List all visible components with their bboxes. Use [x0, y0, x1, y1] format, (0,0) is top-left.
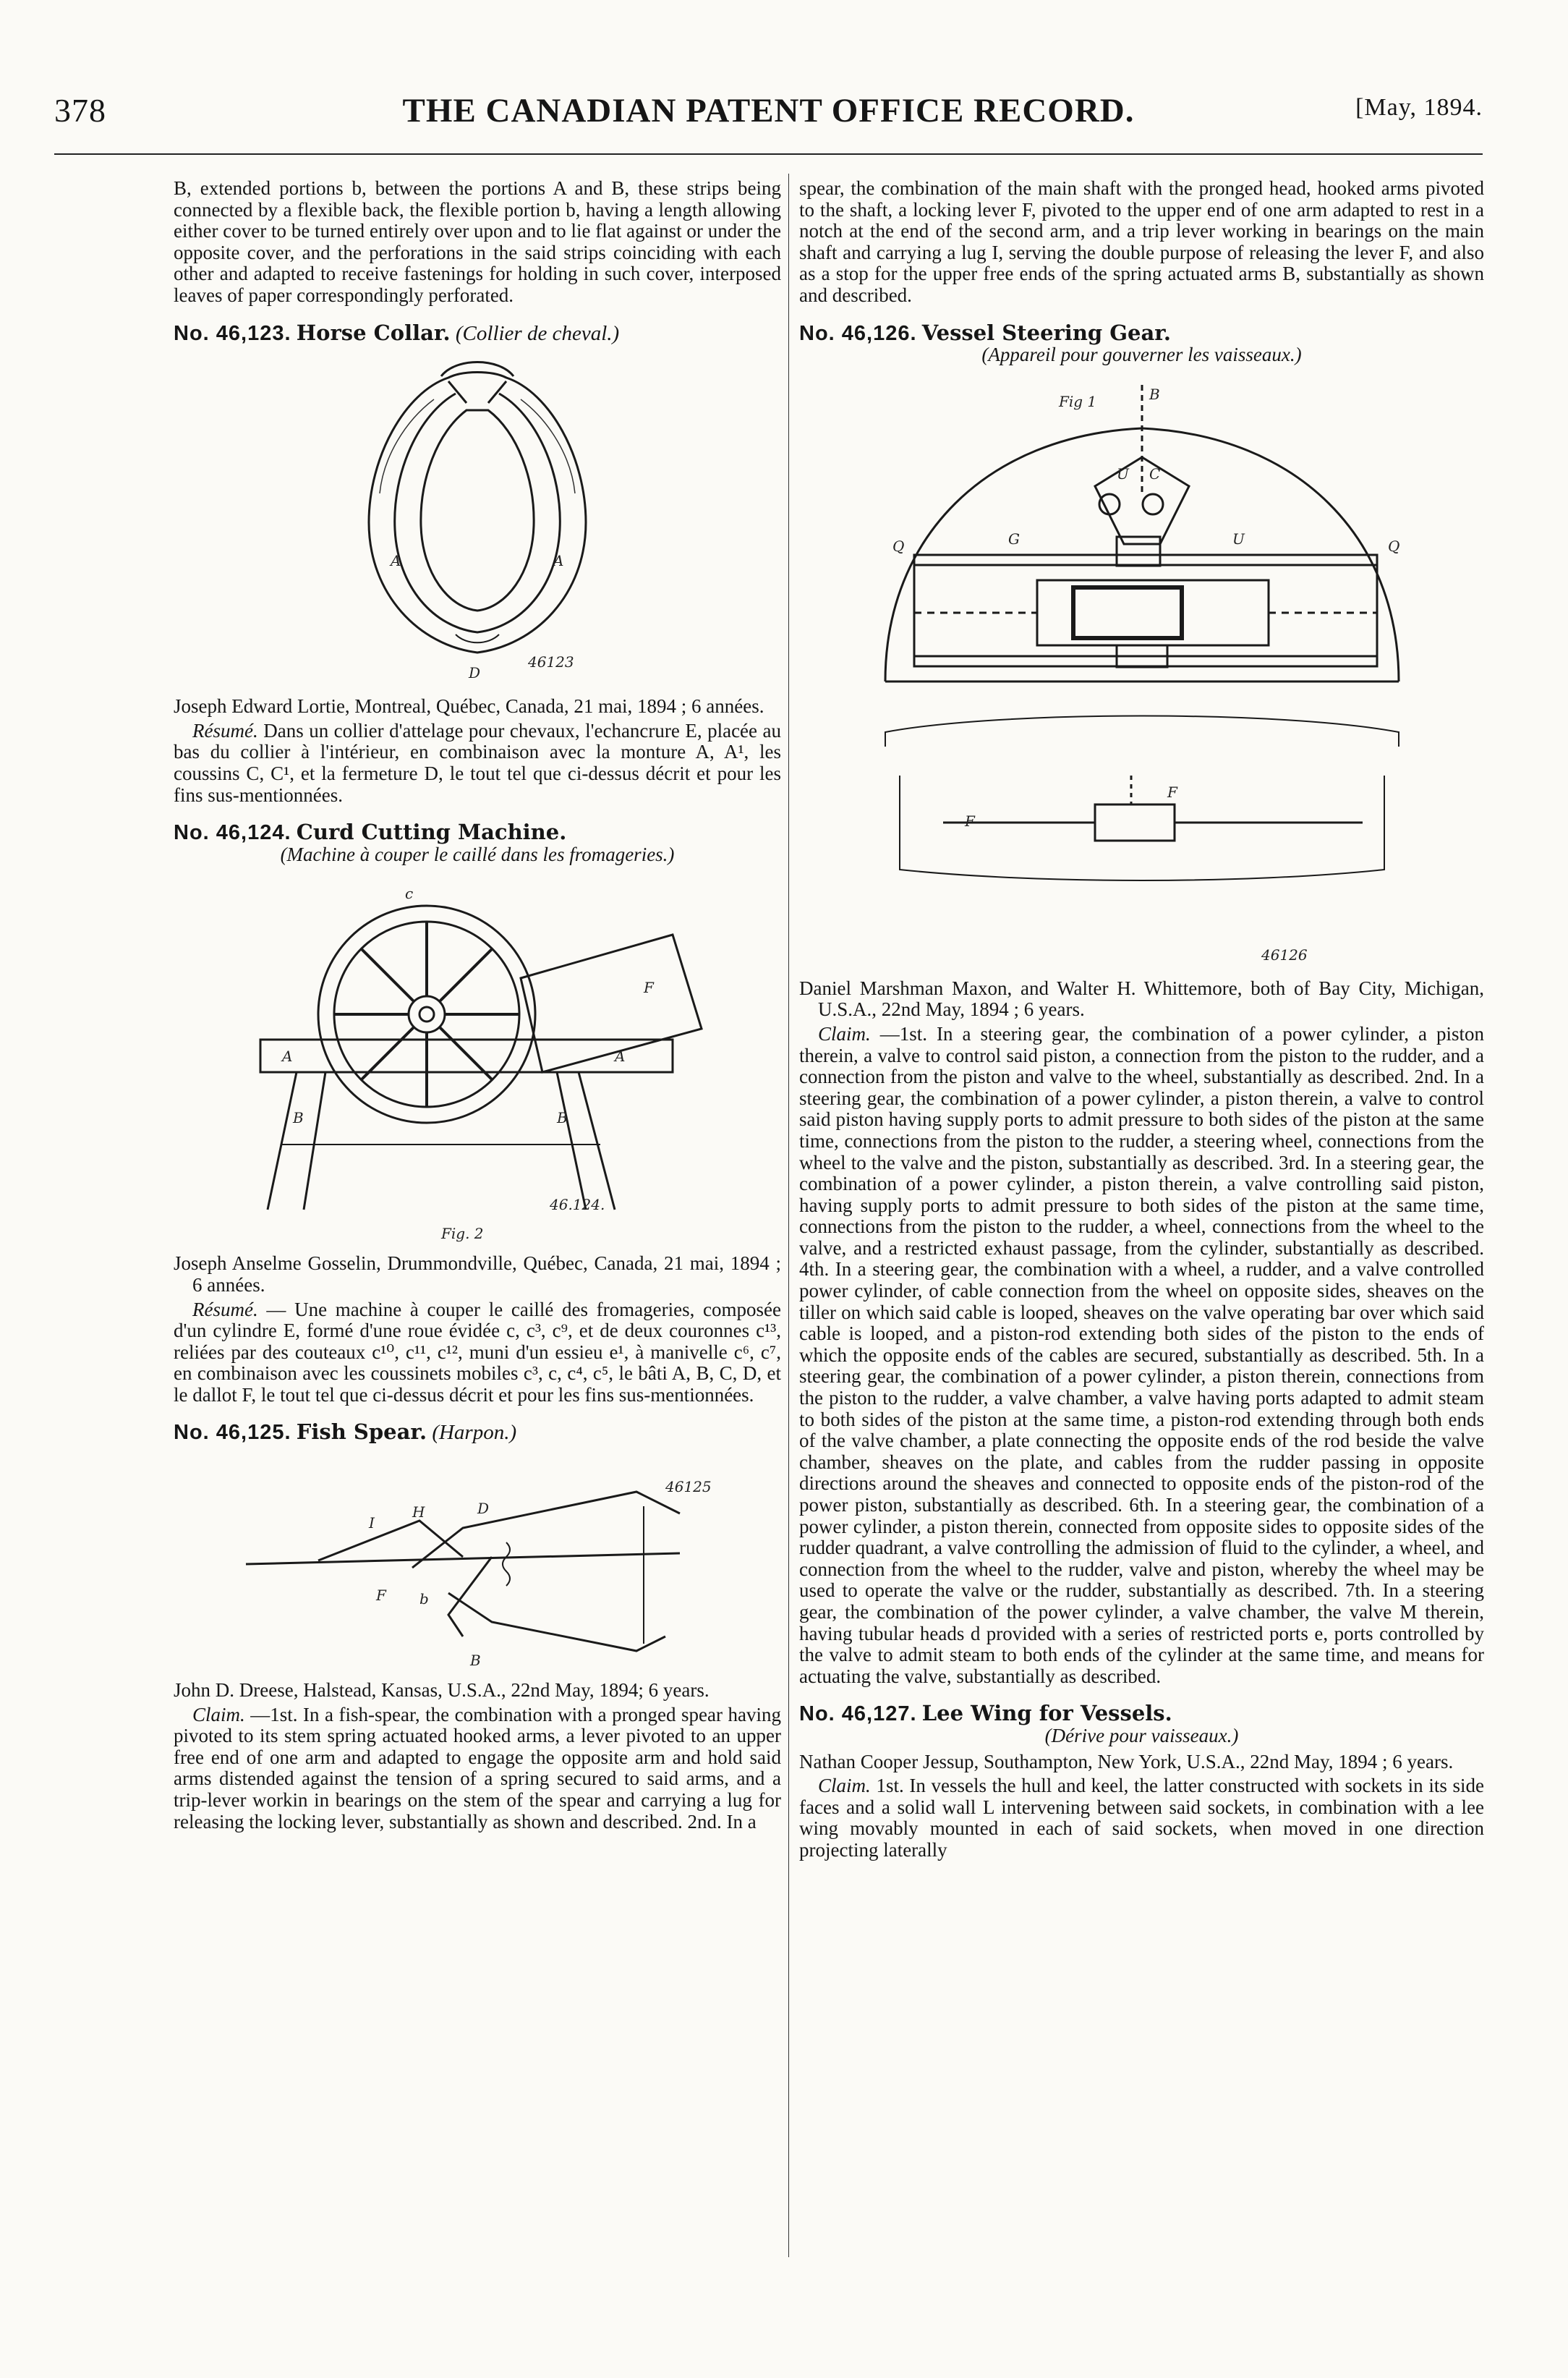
svg-text:U: U [1232, 530, 1245, 548]
svg-text:b: b [419, 1590, 429, 1608]
page-header [54, 85, 1483, 136]
claim-46127: Claim. 1st. In vessels the hull and keel, the latter constructed with sockets in its side faces and a solid wall L intervening between said sockets, in combination with a lee wing movably mounted in each of said sockets, when moved in one direction projecting laterally [799, 1775, 1485, 1861]
french-title-46124: (Machine à couper le caillé dans les fromageries.) [280, 843, 675, 865]
figure-number-46126: 46126 [1261, 946, 1308, 964]
curd-cutting-machine-figure [239, 870, 716, 1246]
inventor-46126: Daniel Marshman Maxon, and Walter H. Whittemore, both of Bay City, Michigan, U.S.A., 22nd May, 1894 ; 6 years. [799, 977, 1484, 1021]
claim-46126: Claim. —1st. In a steering gear, the combination of a power cylinder, a piston therein, a valve to control said piston, a connection from the piston to the rudder, and a connection from the piston and valve to the wheel, substantially as described. 2nd. In a steering gear, the combination of a power cylinder, a piston therein, a valve to control said piston having supply ports to admit pressure to both sides of the piston at the same time, connections from the piston to the rudder, a steering wheel, connections from the wheel to the valve and the piston, substantially as described. 3rd. In a steering gear, the combination of a power cylinder, a piston therein, a valve controlling said piston, having supply ports to admit pressure to both sides of the piston at the same time, connections from the piston to the rudder, a wheel, connections from the wheel to the valve, and a restricted exhaust passage, from the cylinder, substantially as described. 4th. In a steering gear, the combination with a wheel, a rudder, and a valve controlled power cylinder, of cable connection from the wheel on opposite sides, sheaves on the tiller on which said cable is looped, sheaves on the valve operating bar over which said cable is looped, and a piston-rod extending both sides of the piston to the ends of which the opposite ends of the cables are secured, substantially as described. 5th. In a steering gear, the combination of a power cylinder, a piston therein, connections from the piston to the rudder, a valve chamber, a valve having ports adapted to admit steam to both sides of the piston at the same time, a piston-rod extending through both ends of the valve chamber, a plate connecting the opposite ends of the rod beside the valve chamber, sheaves on the plate, and cables from the rudder passing in opposite directions around the sheaves and connected to opposite ends of the piston-rod of the power piston, substantially as described. 6th. In a steering gear, the combination of a power cylinder, a piston therein, connected from opposite sides to opposite sides of the rudder quadrant, a valve controlling the admission of fluid to the cylinder, a wheel, and connection from the wheel to the rudder, valve and piston, whereby the wheel may be used to operate the valve or the rudder, substantially as described. 7th. In a steering gear, the combination of the power cylinder, a valve chamber, the valve M therein, having tubular heads d provided with a series of restricted ports e, ports controlled by the valve to admit steam to both ends of the cylinder at the same time, and means for actuating the valve, substantially as described. [799, 1022, 1484, 1687]
figure-number-46123: 46123 [528, 653, 574, 671]
inventor-46124: Joseph Anselme Gosselin, Drummondville, Québec, Canada, 21 mai, 1894 ; 6 années. [174, 1252, 781, 1296]
svg-text:c: c [405, 885, 414, 903]
header-rule [54, 153, 1483, 155]
patent-heading-46126: No. 46,126. Vessel Steering Gear. [799, 320, 1172, 345]
patent-heading-46123: No. 46,123. Horse Collar. (Collier de cheval.) [174, 320, 620, 345]
resume-46124: Résumé. — Une machine à couper le caillé des fromageries, composée d'un cylindre E, formé d'une roue évidée c, c³, c⁹, et de deux couronnes c¹³, reliées par des couteaux c¹⁰, c¹¹, c¹², muni d'un essieu e¹, à manivelle c⁶, c⁷, en combinaison avec les coussinets mobiles c³, c, c⁴, c⁵, le bâti A, B, C, D, et le dallot F, le tout tel que ci-dessus décrit et pour les fins sus-mentionnées. [174, 1298, 781, 1406]
svg-text:B: B [470, 1652, 481, 1670]
patent-heading-46125: No. 46,125. Fish Spear. (Harpon.) [174, 1419, 517, 1445]
svg-text:Q: Q [1387, 537, 1399, 555]
svg-text:F: F [644, 979, 654, 997]
figure-number-46125: 46125 [665, 1478, 712, 1496]
svg-text:F: F [1167, 783, 1177, 801]
svg-text:A: A [282, 1048, 293, 1066]
svg-text:I: I [369, 1514, 375, 1532]
patent-heading-46124: No. 46,124. Curd Cutting Machine. [174, 820, 567, 845]
svg-text:A: A [615, 1048, 626, 1066]
svg-text:C: C [1149, 464, 1160, 483]
claim-46125: Claim. —1st. In a fish-spear, the combination with a pronged spear having pivoted to its stem spring actuated hooked arms, a lever pivoted to an upper free end of one arm and adapted to engage the opposite arm and hold said arms distended against the tension of a spring secured to said arms, and a trip-lever workin in bearings on the stem of the spear and carrying a lug for releasing the locking lever, substantially as shown and described. 2nd. In a [174, 1703, 781, 1833]
issue-date: [May, 1894. [1355, 94, 1483, 121]
svg-text:H: H [412, 1503, 425, 1521]
steering-gear-figure [856, 370, 1428, 971]
figure-number-46124: 46.124. [550, 1196, 605, 1214]
patent-heading-46127: No. 46,127. Lee Wing for Vessels. [799, 1701, 1172, 1726]
continued-claim-46125: spear, the combination of the main shaft with the pronged head, hooked arms pivoted to the shaft, a locking lever F, pivoted to the upper end of one arm adapted to rest in a notch at the end of the second arm, and a trip lever working in bearings on the main shaft and carrying a lug I, serving the double purpose of releasing the lever F, and also as a stop for the upper free ends of the spring actuated arms B, substantially as shown and described. [799, 177, 1484, 306]
svg-text:D: D [477, 1500, 490, 1518]
left-column [174, 178, 781, 1835]
svg-text:B: B [1149, 385, 1160, 403]
journal-title: THE CANADIAN PATENT OFFICE RECORD. [402, 92, 1135, 129]
svg-text:F: F [964, 812, 975, 830]
svg-text:B: B [293, 1109, 304, 1127]
page-number: 378 [54, 92, 106, 129]
inventor-46123: Joseph Edward Lortie, Montreal, Québec, Canada, 21 mai, 1894 ; 6 années. [174, 695, 764, 718]
svg-text:A: A [553, 552, 564, 570]
french-title-46127: (Dérive pour vaisseaux.) [1044, 1724, 1239, 1746]
continued-text: B, extended portions b, between the portions A and B, these strips being connected by a flexible back, the flexible portion b, having a length allowing either cover to be turned entirely over upon and to lie flat against or under the opposite cover, and the perforations in the said strips coinciding with each other and adapted to receive fastenings for holding in such cover, interposed leaves of paper correspondingly perforated. [174, 177, 781, 306]
right-column [799, 178, 1484, 1864]
svg-text:U: U [1116, 464, 1129, 483]
figure-caption-46124: Fig. 2 [441, 1225, 484, 1243]
french-title-46126: (Appareil pour gouverner les vaisseaux.) [981, 344, 1302, 366]
figure-label-fig1: Fig 1 [1058, 392, 1096, 410]
svg-text:F: F [376, 1587, 386, 1605]
svg-text:B: B [557, 1109, 568, 1127]
fish-spear-figure [231, 1448, 723, 1673]
resume-46123: Résumé. Dans un collier d'attelage pour chevaux, l'echancrure E, placée au bas du collier à l'intérieur, en combinaison avec la monture A, A¹, les coussins C, C¹, et la fermeture D, le tout tel que ci-dessus décrit et pour les fins sus-mentionnées. [174, 719, 782, 806]
inventor-46125: John D. Dreese, Halstead, Kansas, U.S.A., 22nd May, 1894; 6 years. [174, 1679, 710, 1702]
column-divider [788, 174, 789, 2257]
inventor-46127: Nathan Cooper Jessup, Southampton, New York, U.S.A., 22nd May, 1894 ; 6 years. [799, 1750, 1454, 1772]
horse-collar-figure [347, 349, 608, 689]
svg-text:A: A [391, 552, 401, 570]
svg-text:D: D [469, 664, 481, 682]
svg-text:G: G [1007, 530, 1020, 548]
svg-text:Q: Q [892, 537, 904, 555]
